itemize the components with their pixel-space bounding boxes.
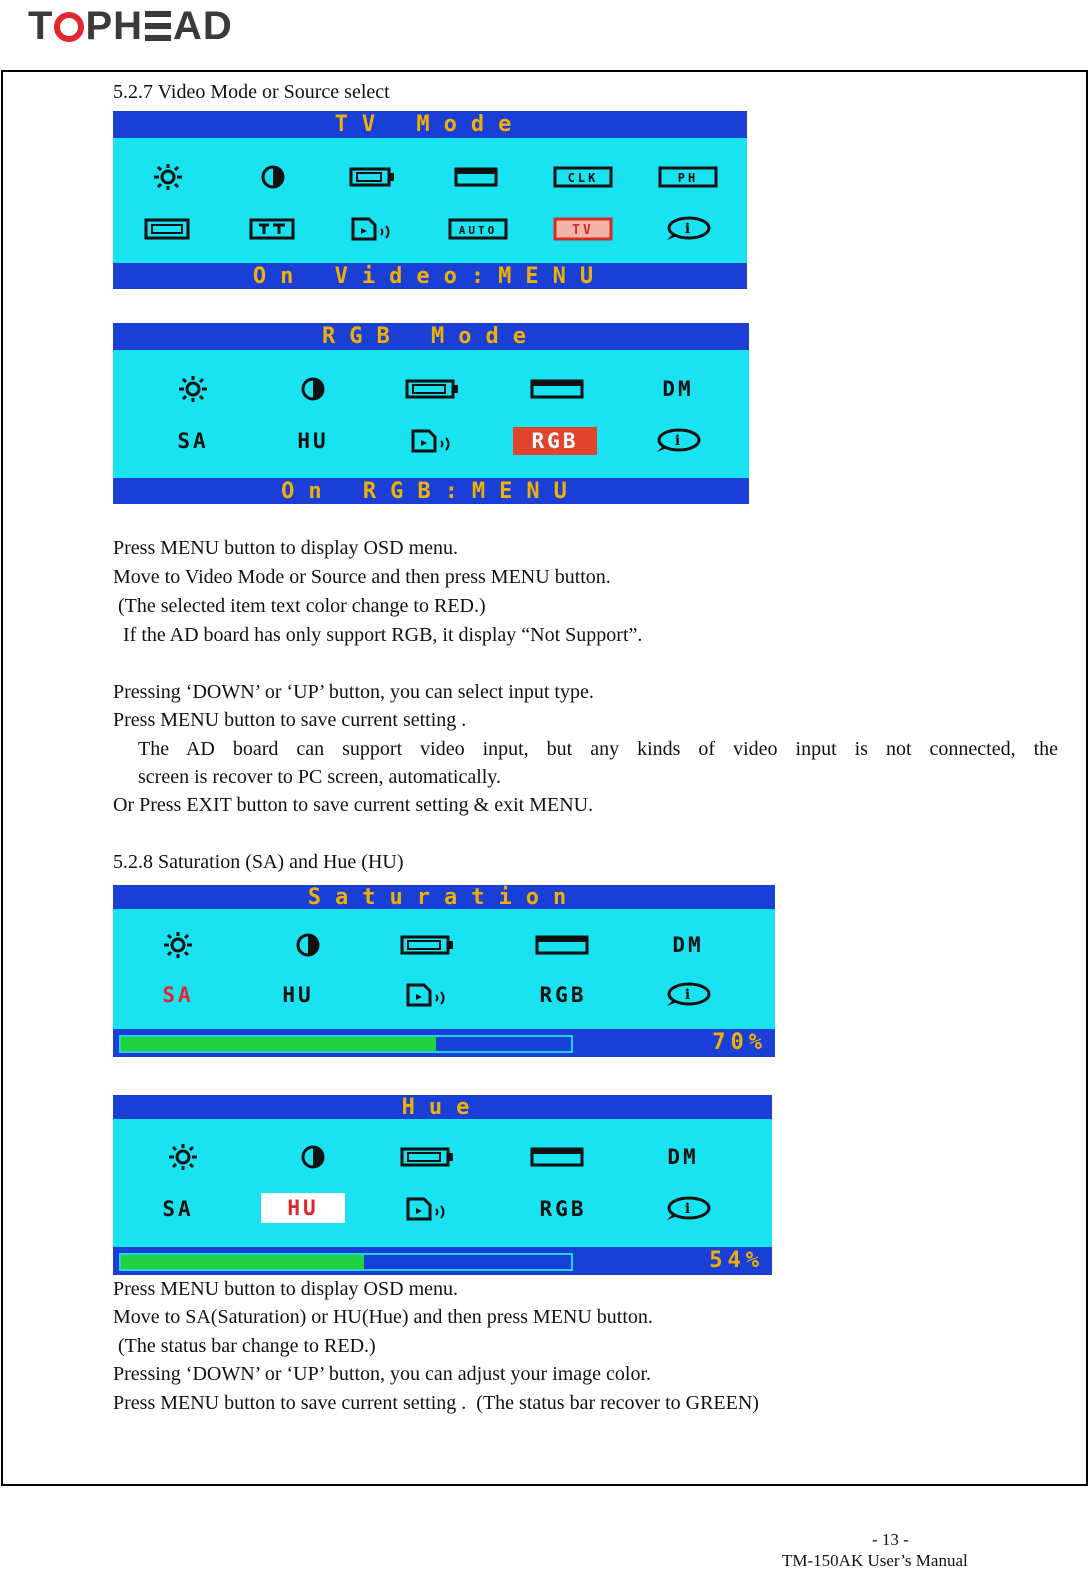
para-527-line: The AD board can support video input, but any kinds of video input is not connected, the: [138, 738, 1058, 760]
h-position-icon: [343, 163, 403, 191]
contrast-icon: [283, 375, 343, 403]
sa-selected: SA: [162, 983, 194, 1007]
tv-label: TV: [572, 223, 594, 238]
hu-label: HU: [297, 429, 329, 453]
para-527-line: Move to Video Mode or Source and then press MENU button.: [113, 566, 611, 588]
osd-header: Saturation: [113, 885, 775, 909]
rgb-mode-osd: [113, 323, 749, 504]
v-position-icon: [533, 931, 593, 959]
para-528-line: Move to SA(Saturation) or HU(Hue) and then press MENU button.: [113, 1306, 653, 1328]
tv-source-selected: [553, 215, 613, 243]
para-528-line: (The status bar change to RED.): [113, 1335, 376, 1357]
svg-text:i: i: [684, 221, 694, 237]
brightness-icon: [163, 375, 223, 403]
info-icon: [648, 427, 708, 455]
para-528-line: Press MENU button to display OSD menu.: [113, 1278, 458, 1300]
tv-mode-osd: [113, 111, 747, 289]
percent-readout: 54%: [709, 1248, 764, 1273]
hu-selected: HU: [261, 1193, 345, 1223]
para-527-line: Press MENU button to save current setting .: [113, 709, 467, 731]
v-position-icon: [528, 1143, 588, 1171]
audio-icon: [398, 1195, 458, 1223]
ph-label: PH: [677, 171, 699, 185]
saturation-osd: [113, 885, 775, 1057]
phase-icon: [658, 163, 718, 191]
tophead-logo: T PH AD: [28, 3, 233, 48]
level-track: [119, 1035, 573, 1053]
svg-text:i: i: [684, 1201, 694, 1217]
clk-label: CLK: [567, 171, 599, 185]
manual-name: TM-150AK User’s Manual: [782, 1551, 968, 1570]
info-icon: [658, 215, 718, 243]
svg-text:i: i: [674, 433, 684, 449]
osd-header: Hue: [113, 1095, 772, 1119]
audio-icon: [343, 215, 403, 243]
brightness-icon: [153, 1143, 213, 1171]
hu-label: HU: [282, 983, 314, 1007]
auto-label: AUTO: [458, 224, 498, 237]
auto-icon: [448, 215, 508, 243]
rgb-label: RGB: [539, 983, 587, 1007]
info-icon: [658, 1195, 718, 1223]
osd-footer: On RGB:MENU: [113, 478, 749, 504]
level-fill: [121, 1255, 364, 1269]
sa-label: SA: [162, 1197, 194, 1221]
contrast-icon: [283, 1143, 343, 1171]
section-527-title: 5.2.7 Video Mode or Source select: [113, 81, 390, 103]
para-528-line: Press MENU button to save current setting . (The status bar recover to GREEN): [113, 1392, 759, 1414]
percent-readout: 70%: [712, 1030, 767, 1055]
v-position-icon: [528, 375, 588, 403]
h-position-icon: [398, 931, 458, 959]
para-527-line: Press MENU button to display OSD menu.: [113, 537, 458, 559]
hue-status-bar: [113, 1247, 772, 1275]
para-527-line: screen is recover to PC screen, automatically.: [138, 766, 502, 788]
saturation-status-bar: [113, 1029, 775, 1057]
level-track: [119, 1253, 573, 1271]
svg-text:i: i: [684, 987, 694, 1003]
brightness-icon: [148, 931, 208, 959]
h-position-icon: [398, 1143, 458, 1171]
dm-label: DM: [662, 377, 694, 401]
clock-icon: [553, 163, 613, 191]
para-527-line: Or Press EXIT button to save current setting & exit MENU.: [113, 794, 594, 816]
para-527-line: If the AD board has only support RGB, it display “Not Support”.: [113, 624, 643, 646]
rgb-label: RGB: [539, 1197, 587, 1221]
rgb-source-selected: RGB: [513, 427, 597, 455]
text-graphics-icon: [243, 215, 303, 243]
para-527-line: (The selected item text color change to RED.): [113, 595, 486, 617]
info-icon: [658, 981, 718, 1009]
h-position-icon: [403, 375, 463, 403]
osd-footer: On Video:MENU: [113, 263, 747, 289]
contrast-icon: [278, 931, 338, 959]
size-icon: [138, 215, 198, 243]
level-fill: [121, 1037, 436, 1051]
audio-icon: [403, 427, 463, 455]
para-527-line: Pressing ‘DOWN’ or ‘UP’ button, you can select input type.: [113, 681, 594, 703]
sa-label: SA: [177, 429, 209, 453]
dm-label: DM: [667, 1145, 699, 1169]
contrast-icon: [243, 163, 303, 191]
osd-header: RGB Mode: [113, 323, 749, 350]
v-position-icon: [448, 163, 508, 191]
brightness-icon: [138, 163, 198, 191]
osd-header: TV Mode: [113, 111, 747, 138]
page-number: - 13 -: [872, 1530, 909, 1549]
hue-osd: [113, 1095, 772, 1275]
section-528-title: 5.2.8 Saturation (SA) and Hue (HU): [113, 851, 404, 873]
audio-icon: [398, 981, 458, 1009]
para-528-line: Pressing ‘DOWN’ or ‘UP’ button, you can adjust your image color.: [113, 1363, 652, 1385]
dm-label: DM: [672, 933, 704, 957]
